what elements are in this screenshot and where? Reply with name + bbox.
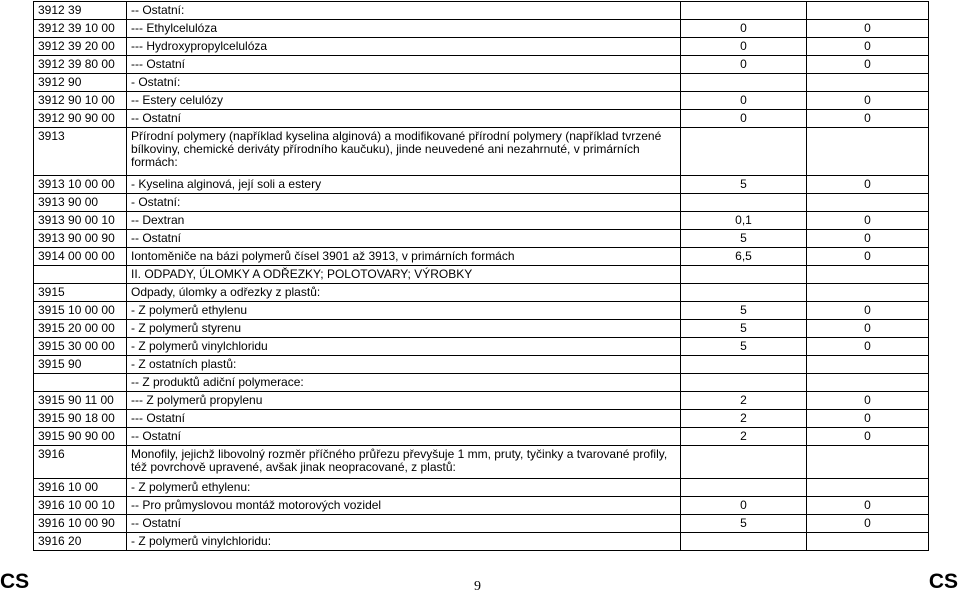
rate-column-4: 0 <box>807 176 929 194</box>
tariff-code: 3913 <box>34 128 127 176</box>
duty-rate <box>681 284 807 302</box>
description: -- Ostatní <box>127 110 681 128</box>
duty-rate <box>681 74 807 92</box>
description: - Kyselina alginová, její soli a estery <box>127 176 681 194</box>
description: Odpady, úlomky a odřezky z plastů: <box>127 284 681 302</box>
description: Přírodní polymery (například kyselina alginová) a modifikované přírodní polymery (například tvrzené bílkoviny, chemické deriváty přírodního kaučuku), jinde neuvedené ani nezahrnuté, v primárních formách: <box>127 128 681 176</box>
rate-column-4 <box>807 2 929 20</box>
table-row <box>34 284 929 302</box>
description: - Z polymerů ethylenu <box>127 302 681 320</box>
table-row <box>34 428 929 446</box>
table-row <box>34 533 929 551</box>
duty-rate: 2 <box>681 410 807 428</box>
tariff-code: 3915 20 00 00 <box>34 320 127 338</box>
duty-rate <box>681 374 807 392</box>
tariff-code: 3915 90 18 00 <box>34 410 127 428</box>
tariff-code: 3916 20 <box>34 533 127 551</box>
tariff-code: 3915 10 00 00 <box>34 302 127 320</box>
tariff-code: 3913 90 00 10 <box>34 212 127 230</box>
tariff-code: 3912 39 20 00 <box>34 38 127 56</box>
table-row <box>34 374 929 392</box>
tariff-code: 3915 30 00 00 <box>34 338 127 356</box>
duty-rate <box>681 446 807 479</box>
duty-rate <box>681 2 807 20</box>
tariff-code: 3914 00 00 00 <box>34 248 127 266</box>
tariff-code: 3912 39 10 00 <box>34 20 127 38</box>
footer-language-left: CS <box>0 570 30 593</box>
duty-rate: 5 <box>681 230 807 248</box>
description: --- Hydroxypropylcelulóza <box>127 38 681 56</box>
table-row <box>34 230 929 248</box>
tariff-code: 3916 10 00 <box>34 479 127 497</box>
description: -- Dextran <box>127 212 681 230</box>
rate-column-4 <box>807 356 929 374</box>
duty-rate <box>681 356 807 374</box>
description: -- Pro průmyslovou montáž motorových vozidel <box>127 497 681 515</box>
rate-column-4: 0 <box>807 92 929 110</box>
table-row <box>34 38 929 56</box>
table-row <box>34 356 929 374</box>
footer-language-right: CS <box>928 570 958 593</box>
rate-column-4 <box>807 194 929 212</box>
duty-rate: 2 <box>681 428 807 446</box>
rate-column-4 <box>807 374 929 392</box>
rate-column-4 <box>807 479 929 497</box>
description: -- Ostatní: <box>127 2 681 20</box>
table-row <box>34 20 929 38</box>
tariff-code: 3912 39 <box>34 2 127 20</box>
duty-rate <box>681 266 807 284</box>
tariff-code: 3915 90 11 00 <box>34 392 127 410</box>
tariff-code: 3913 90 00 <box>34 194 127 212</box>
duty-rate <box>681 194 807 212</box>
table-row <box>34 410 929 428</box>
rate-column-4: 0 <box>807 392 929 410</box>
tariff-code: 3912 39 80 00 <box>34 56 127 74</box>
rate-column-4 <box>807 128 929 176</box>
duty-rate: 5 <box>681 302 807 320</box>
description: --- Z polymerů propylenu <box>127 392 681 410</box>
table-row <box>34 446 929 479</box>
rate-column-4: 0 <box>807 497 929 515</box>
table-row <box>34 2 929 20</box>
table-row <box>34 302 929 320</box>
description: - Z polymerů styrenu <box>127 320 681 338</box>
rate-column-4: 0 <box>807 320 929 338</box>
rate-column-4: 0 <box>807 515 929 533</box>
description: -- Ostatní <box>127 230 681 248</box>
description: - Ostatní: <box>127 194 681 212</box>
rate-column-4: 0 <box>807 338 929 356</box>
description: - Ostatní: <box>127 74 681 92</box>
tariff-code: 3912 90 90 00 <box>34 110 127 128</box>
table-row <box>34 479 929 497</box>
duty-rate <box>681 533 807 551</box>
table-row <box>34 392 929 410</box>
duty-rate: 0 <box>681 56 807 74</box>
duty-rate: 5 <box>681 515 807 533</box>
table-row <box>34 338 929 356</box>
table-row <box>34 74 929 92</box>
page-number: 9 <box>474 579 481 594</box>
table-row <box>34 176 929 194</box>
rate-column-4: 0 <box>807 212 929 230</box>
rate-column-4 <box>807 284 929 302</box>
tariff-code: 3913 90 00 90 <box>34 230 127 248</box>
tariff-code: 3916 10 00 10 <box>34 497 127 515</box>
rate-column-4: 0 <box>807 20 929 38</box>
rate-column-4: 0 <box>807 230 929 248</box>
rate-column-4: 0 <box>807 248 929 266</box>
duty-rate: 0 <box>681 20 807 38</box>
duty-rate <box>681 128 807 176</box>
duty-rate: 5 <box>681 176 807 194</box>
description: --- Ostatní <box>127 410 681 428</box>
duty-rate: 0,1 <box>681 212 807 230</box>
description: II. ODPADY, ÚLOMKY A ODŘEZKY; POLOTOVARY; VÝROBKY <box>127 266 681 284</box>
table-row <box>34 497 929 515</box>
tariff-code: 3916 <box>34 446 127 479</box>
rate-column-4: 0 <box>807 410 929 428</box>
duty-rate: 5 <box>681 320 807 338</box>
duty-rate: 2 <box>681 392 807 410</box>
table-row <box>34 92 929 110</box>
description: -- Estery celulózy <box>127 92 681 110</box>
description: -- Ostatní <box>127 428 681 446</box>
description: - Z ostatních plastů: <box>127 356 681 374</box>
tariff-code: 3912 90 10 00 <box>34 92 127 110</box>
tariff-code: 3915 90 <box>34 356 127 374</box>
duty-rate: 0 <box>681 110 807 128</box>
tariff-code <box>34 374 127 392</box>
table-row <box>34 248 929 266</box>
tariff-code: 3915 90 90 00 <box>34 428 127 446</box>
rate-column-4: 0 <box>807 110 929 128</box>
table-row <box>34 212 929 230</box>
description: Monofily, jejichž libovolný rozměr příčného průřezu převyšuje 1 mm, pruty, tyčinky a tvarované profily, též povrchově upravené, avšak jinak neopracované, z plastů: <box>127 446 681 479</box>
tariff-code: 3915 <box>34 284 127 302</box>
description: - Z polymerů ethylenu: <box>127 479 681 497</box>
table-row <box>34 110 929 128</box>
rate-column-4: 0 <box>807 302 929 320</box>
duty-rate <box>681 479 807 497</box>
description: - Z polymerů vinylchloridu: <box>127 533 681 551</box>
rate-column-4 <box>807 446 929 479</box>
table-row <box>34 515 929 533</box>
table-row <box>34 194 929 212</box>
rate-column-4 <box>807 533 929 551</box>
duty-rate: 6,5 <box>681 248 807 266</box>
table-row <box>34 56 929 74</box>
description: -- Ostatní <box>127 515 681 533</box>
description: -- Z produktů adiční polymerace: <box>127 374 681 392</box>
tariff-code <box>34 266 127 284</box>
table-row <box>34 320 929 338</box>
tariff-code: 3913 10 00 00 <box>34 176 127 194</box>
duty-rate: 0 <box>681 92 807 110</box>
description: --- Ethylcelulóza <box>127 20 681 38</box>
tariff-code: 3916 10 00 90 <box>34 515 127 533</box>
duty-rate: 5 <box>681 338 807 356</box>
rate-column-4: 0 <box>807 428 929 446</box>
rate-column-4: 0 <box>807 38 929 56</box>
rate-column-4 <box>807 266 929 284</box>
duty-rate: 0 <box>681 38 807 56</box>
description: Iontoměniče na bázi polymerů čísel 3901 až 3913, v primárních formách <box>127 248 681 266</box>
table-row <box>34 266 929 284</box>
description: - Z polymerů vinylchloridu <box>127 338 681 356</box>
rate-column-4: 0 <box>807 56 929 74</box>
table-row <box>34 128 929 176</box>
rate-column-4 <box>807 74 929 92</box>
description: --- Ostatní <box>127 56 681 74</box>
tariff-table <box>33 1 929 551</box>
tariff-code: 3912 90 <box>34 74 127 92</box>
duty-rate: 0 <box>681 497 807 515</box>
